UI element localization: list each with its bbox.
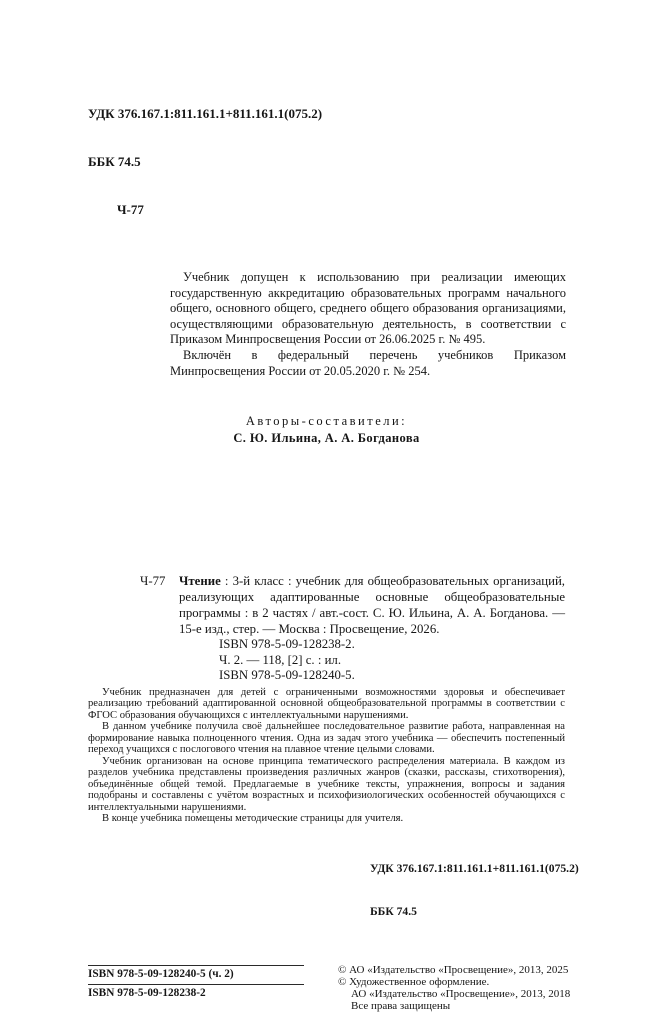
divider-rule-bottom xyxy=(88,984,304,985)
copyright-line-3: АО «Издательство «Просвещение», 2013, 2018 xyxy=(351,987,571,1000)
catalog-code: Ч-77 xyxy=(140,574,166,589)
copyright-column xyxy=(338,965,570,1013)
catalog-isbn-1: ISBN 978-5-09-128238-2. xyxy=(219,637,355,652)
annotation-paragraph-1: Учебник предназначен для детей с ограниченными возможностями здоровья и обеспечивает реализацию требований адаптированной основной общеобразовательной программы в соответствии с ФГОС образования обучающихся с интеллектуальными нарушениями. xyxy=(88,686,565,721)
annotation-paragraph-2: В данном учебнике получила своё дальнейшее последовательное развитие работа, направленная на формирование навыка полноценного чтения. Одна из задач этого учебника — обеспечить постепенный переход учащихся с послогового чтения на плавное чтение целыми словами. xyxy=(88,721,565,756)
catalog-title: Чтение xyxy=(179,574,221,589)
header-codes xyxy=(88,74,565,250)
catalog-entry-rest: : 3-й класс : учебник для общеобразовательных организаций, реализующих адаптированные основные общеобразовательные программы : в 2 частях / авт.-сост. С. Ю. Ильина, А. А. Богданова. — 15-е изд., стер. — Москва : Просвещение, 2026. xyxy=(179,574,565,637)
copyright-line-1: © АО «Издательство «Просвещение», 2013, 2025 xyxy=(338,963,569,976)
authors-names: С. Ю. Ильина, А. А. Богданова xyxy=(233,431,420,446)
catalog-isbn-2: ISBN 978-5-09-128240-5. xyxy=(219,668,355,683)
udk-top: УДК 376.167.1:811.161.1+811.161.1(075.2) xyxy=(88,106,323,121)
catalog-isbn-lines xyxy=(219,637,565,684)
authors-heading: Авторы-составители: xyxy=(245,414,408,429)
catalog-part-line: Ч. 2. — 118, [2] с. : ил. xyxy=(219,652,342,667)
approval-block xyxy=(170,270,566,379)
bbk-top: ББК 74.5 xyxy=(88,154,141,169)
copyright-line-4: Все права защищены xyxy=(351,999,451,1012)
footer-codes xyxy=(370,833,579,949)
approval-paragraph-1: Учебник допущен к использованию при реализации имеющих государственную аккредитацию образовательных программ начального общего, основного общего, среднего общего образования организациями, осуществляющими образовательную деятельность, в соответствии с Приказом Минпросвещения России от 26.06.2025 г. № 495. xyxy=(170,270,566,347)
annotation-paragraph-3: Учебник организован на основе принципа тематического распределения материала. В каждом из разделов учебника представлены произведения различных жанров (сказки, рассказы, стихотворения), объединённые общей темой. Предлагаемые в учебнике тексты, упражнения, вопросы и задания подобраны и составлены с учётом возрастных и психофизиологических особенностей обучающихся с интеллектуальными нарушениями. xyxy=(88,755,565,813)
annotation-block xyxy=(88,687,565,825)
annotation-paragraph-4: В конце учебника помещены методические страницы для учителя. xyxy=(102,813,404,825)
book-code-top: Ч-77 xyxy=(117,202,144,217)
catalog-text xyxy=(179,573,565,684)
isbn-part-2: ISBN 978-5-09-128240-5 (ч. 2) xyxy=(88,967,234,980)
imprint-block xyxy=(88,963,571,1013)
bbk-bottom: ББК 74.5 xyxy=(370,905,417,919)
catalog-card xyxy=(140,573,565,684)
approval-paragraph-2: Включён в федеральный перечень учебников Приказом Минпросвещения России от 20.05.2020 г. № 254. xyxy=(170,347,566,378)
catalog-entry xyxy=(179,573,565,637)
divider-rule-top xyxy=(88,965,304,966)
isbn-full: ISBN 978-5-09-128238-2 xyxy=(88,987,206,1000)
udk-bottom: УДК 376.167.1:811.161.1+811.161.1(075.2) xyxy=(370,861,579,875)
authors-block xyxy=(88,413,565,447)
copyright-line-2: © Художественное оформление. xyxy=(338,975,490,988)
imprint-isbn-column xyxy=(88,965,338,1013)
